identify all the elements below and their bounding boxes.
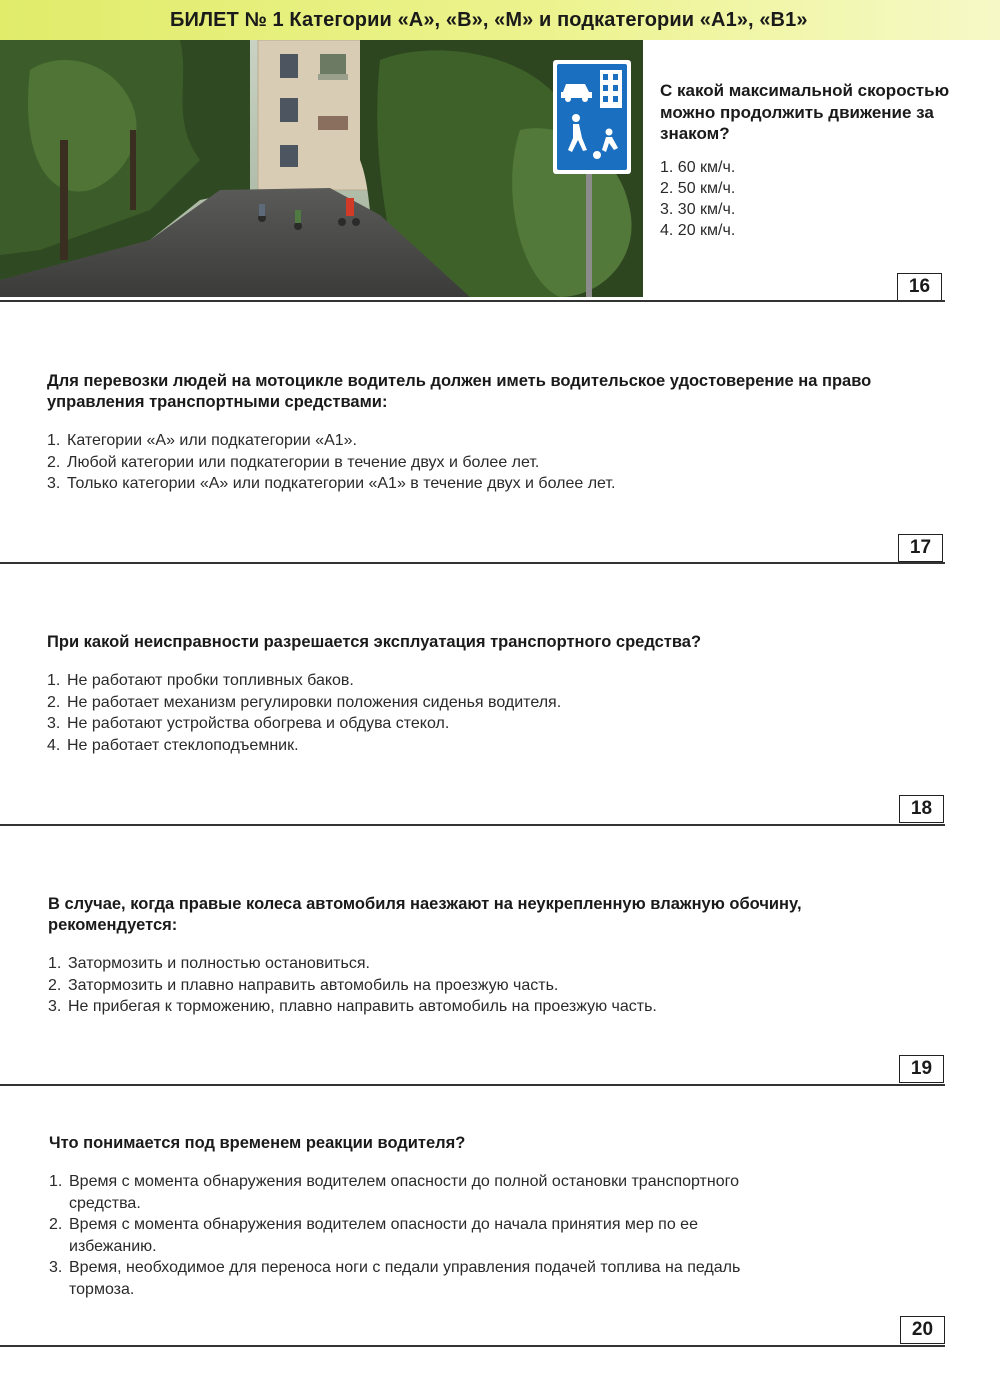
answer-option[interactable]	[47, 735, 927, 757]
answer-option[interactable]	[49, 1171, 749, 1214]
ticket-title: БИЛЕТ № 1 Категории «А», «В», «М» и подкатегории «А1», «В1»	[170, 9, 808, 31]
answer-text: Не работает стеклоподъемник.	[67, 736, 299, 754]
answer-option[interactable]	[660, 157, 985, 178]
residential-zone-scene	[0, 40, 643, 297]
answer-number: 2.	[47, 693, 61, 711]
answer-option[interactable]	[47, 670, 927, 692]
question-18-text: При какой неисправности разрешается эксплуатация транспортного средства?	[47, 633, 702, 651]
answer-text: Затормозить и полностью остановиться.	[68, 955, 370, 972]
answer-text: Только категории «А» или подкатегории «А1» в течение двух и более лет.	[67, 475, 616, 492]
answer-number: 3.	[49, 1259, 63, 1276]
question-17-text: Для перевозки людей на мотоцикле водитель должен иметь водительское удостоверение на право управления транспортными средствами:	[47, 372, 872, 411]
answer-number: 2.	[49, 1216, 63, 1233]
question-19-number: 19	[899, 1055, 944, 1083]
question-16-number: 16	[897, 273, 942, 301]
divider	[0, 300, 945, 302]
divider	[0, 824, 945, 826]
answer-text: Любой категории или подкатегории в течение двух и более лет.	[67, 453, 540, 471]
answer-option[interactable]	[47, 452, 927, 474]
answer-number: 1.	[47, 432, 61, 449]
divider	[0, 1345, 945, 1347]
question-19-answers	[48, 953, 928, 1018]
answer-number: 2.	[660, 179, 674, 197]
question-18-number: 18	[899, 795, 944, 823]
question-20-text: Что понимается под временем реакции водителя?	[49, 1134, 466, 1152]
answer-number: 4.	[47, 736, 61, 754]
answer-option[interactable]	[660, 220, 985, 241]
answer-number: 3.	[48, 998, 62, 1015]
question-16	[660, 80, 985, 241]
answer-option[interactable]	[49, 1214, 749, 1257]
question-16-text: С какой максимальной скоростью можно продолжить движение за знаком?	[660, 81, 950, 143]
answer-option[interactable]	[660, 178, 985, 199]
answer-option[interactable]	[47, 692, 927, 714]
answer-text: Не работают устройства обогрева и обдува стекол.	[67, 715, 450, 732]
question-17-number: 17	[898, 534, 943, 562]
question-16-answers	[660, 157, 985, 241]
answer-option[interactable]	[48, 975, 928, 997]
answer-option[interactable]	[47, 430, 927, 452]
answer-number: 1.	[47, 672, 61, 689]
road-photo	[0, 40, 643, 297]
answer-number: 3.	[660, 200, 674, 218]
answer-number: 4.	[660, 221, 674, 239]
answer-text: Не работают пробки топливных баков.	[67, 672, 354, 689]
answer-text: Время, необходимое для переноса ноги с педали управления подачей топлива на педаль тормоза.	[69, 1259, 741, 1298]
answer-text: 50 км/ч.	[677, 179, 736, 197]
answer-number: 2.	[48, 976, 62, 994]
answer-number: 3.	[47, 475, 61, 492]
answer-number: 1.	[48, 955, 62, 972]
answer-option[interactable]	[47, 473, 927, 495]
question-17-answers	[47, 430, 927, 495]
divider	[0, 562, 945, 564]
answer-text: Время с момента обнаружения водителем опасности до полной остановки транспортного средства.	[69, 1173, 739, 1212]
ticket-header	[0, 0, 1000, 40]
question-18-answers	[47, 670, 927, 756]
answer-text: 60 км/ч.	[677, 158, 736, 176]
question-19-text: В случае, когда правые колеса автомобиля наезжают на неукрепленную влажную обочину, рекомендуется:	[48, 895, 802, 934]
answer-option[interactable]	[47, 713, 927, 735]
answer-text: 30 км/ч.	[677, 200, 736, 218]
question-20-answers	[49, 1171, 749, 1300]
answer-number: 1.	[49, 1173, 63, 1190]
answer-text: Затормозить и плавно направить автомобиль на проезжую часть.	[68, 976, 559, 994]
answer-option[interactable]	[49, 1257, 749, 1300]
answer-number: 3.	[47, 715, 61, 732]
question-17	[47, 371, 927, 495]
question-20-number: 20	[900, 1316, 945, 1344]
answer-option[interactable]	[660, 199, 985, 220]
answer-text: 20 км/ч.	[677, 221, 736, 239]
divider	[0, 1084, 945, 1086]
answer-number: 2.	[47, 453, 61, 471]
answer-text: Не работает механизм регулировки положения сиденья водителя.	[67, 693, 562, 711]
question-19	[48, 894, 928, 1018]
answer-option[interactable]	[48, 953, 928, 975]
answer-text: Не прибегая к торможению, плавно направить автомобиль на проезжую часть.	[68, 998, 657, 1015]
question-20	[49, 1133, 749, 1300]
answer-number: 1.	[660, 158, 674, 176]
answer-text: Категории «А» или подкатегории «А1».	[67, 432, 357, 449]
answer-text: Время с момента обнаружения водителем опасности до начала принятия мер по ее избежанию.	[69, 1216, 698, 1255]
answer-option[interactable]	[48, 996, 928, 1018]
question-18	[47, 632, 927, 756]
